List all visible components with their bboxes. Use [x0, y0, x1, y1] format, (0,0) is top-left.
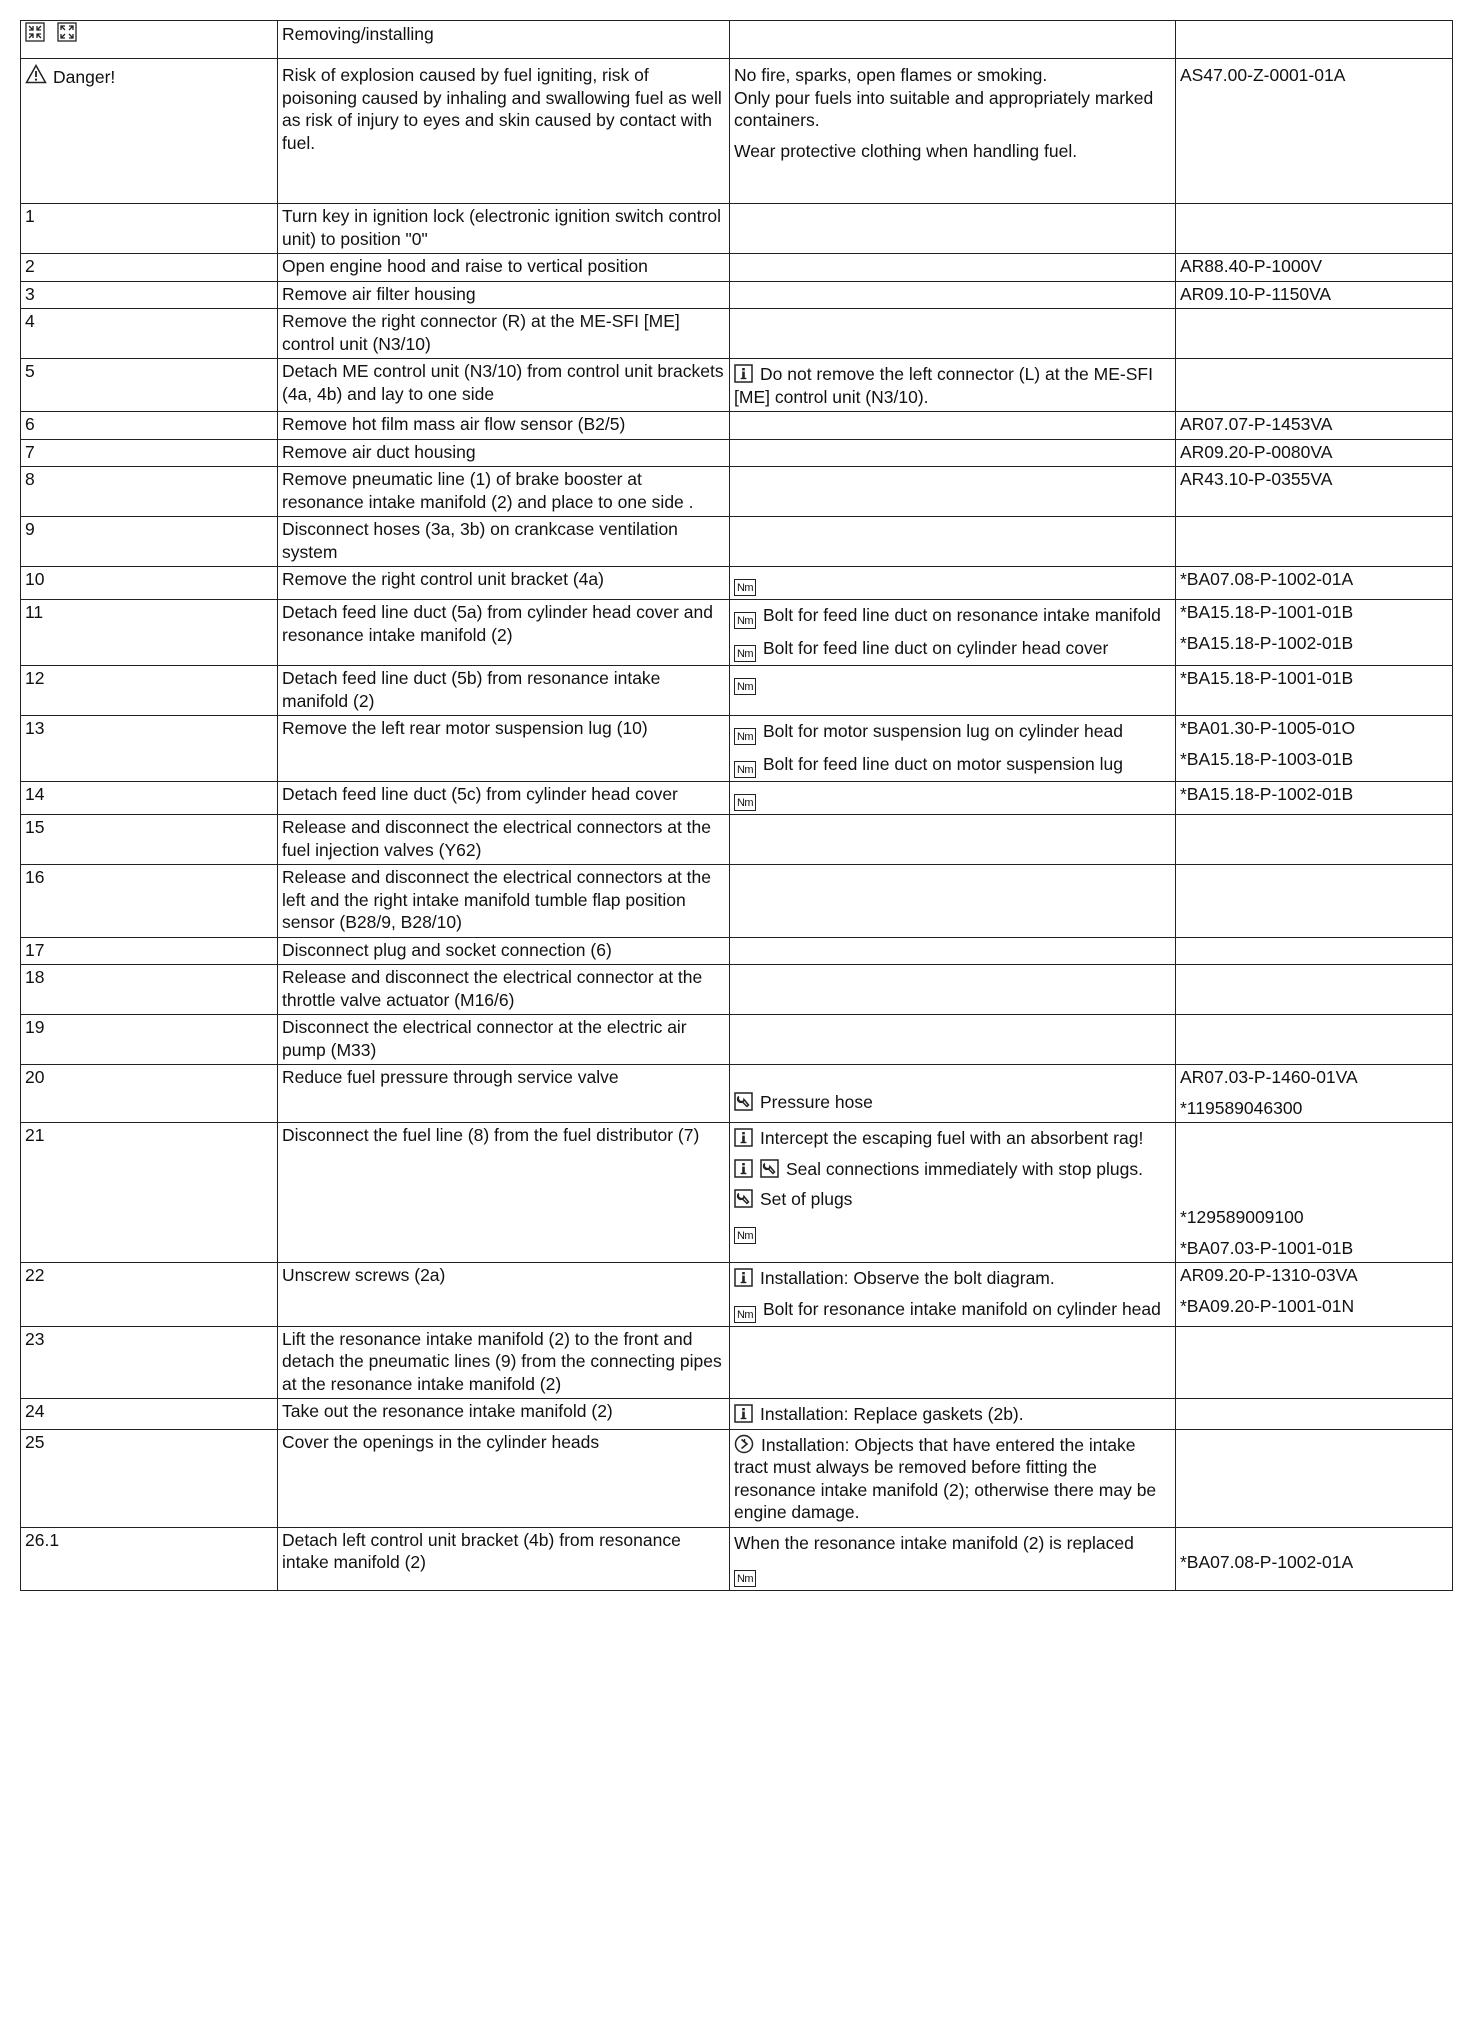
step-note — [734, 1298, 1171, 1323]
danger-ref-link[interactable]: AS47.00-Z-0001-01A — [1180, 65, 1346, 85]
step-number: 10 — [21, 567, 278, 600]
step-number: 24 — [21, 1399, 278, 1430]
danger-measure: No fire, sparks, open flames or smoking. — [734, 65, 1048, 85]
step-row — [21, 716, 1453, 782]
step-note-text: Do not remove the left connector (L) at the ME-SFI [ME] control unit (N3/10). — [734, 364, 1153, 407]
step-row — [21, 517, 1453, 567]
step-notes-cell — [730, 204, 1176, 254]
tool-icon — [734, 1189, 753, 1208]
step-notes-cell — [730, 865, 1176, 938]
step-refs-cell — [1176, 815, 1453, 865]
step-reference-link[interactable]: AR43.10-P-0355VA — [1180, 469, 1333, 489]
step-notes-cell — [730, 1123, 1176, 1263]
info-icon — [734, 1128, 753, 1147]
step-number: 7 — [21, 439, 278, 467]
step-refs-cell — [1176, 1527, 1453, 1591]
step-note-text: Installation: Replace gaskets (2b). — [760, 1404, 1024, 1424]
torque-nm-icon: Nm — [734, 1570, 756, 1587]
step-note-text: Bolt for feed line duct on motor suspension lug — [763, 754, 1123, 774]
step-notes-cell — [730, 1015, 1176, 1065]
step-action: Cover the openings in the cylinder heads — [278, 1429, 730, 1527]
step-number: 1 — [21, 204, 278, 254]
step-action: Remove the right connector (R) at the ME-SFI [ME] control unit (N3/10) — [278, 309, 730, 359]
step-number: 23 — [21, 1326, 278, 1399]
step-note — [734, 637, 1171, 662]
step-note — [734, 1219, 1171, 1244]
step-note — [734, 720, 1171, 745]
step-row — [21, 412, 1453, 440]
step-refs-cell — [1176, 865, 1453, 938]
step-refs-cell — [1176, 1326, 1453, 1399]
step-action: Reduce fuel pressure through service valve — [278, 1065, 730, 1123]
step-action: Remove the left rear motor suspension lug (10) — [278, 716, 730, 782]
spacer — [1180, 1124, 1448, 1146]
step-row — [21, 467, 1453, 517]
step-reference-link[interactable]: *BA01.30-P-1005-01O — [1180, 718, 1356, 738]
step-notes-cell — [730, 965, 1176, 1015]
step-action: Remove the right control unit bracket (4a) — [278, 567, 730, 600]
step-note-text: Pressure hose — [760, 1092, 873, 1112]
step-notes-cell — [730, 1429, 1176, 1527]
step-row — [21, 439, 1453, 467]
step-note — [734, 1434, 1171, 1524]
step-note-text: Bolt for resonance intake manifold on cylinder head — [763, 1298, 1161, 1319]
step-notes-cell — [730, 937, 1176, 965]
step-refs-cell — [1176, 204, 1453, 254]
step-note — [734, 1562, 1171, 1587]
step-number: 25 — [21, 1429, 278, 1527]
step-refs-cell — [1176, 281, 1453, 309]
step-notes-cell — [730, 1527, 1176, 1591]
info-icon — [734, 1268, 753, 1287]
step-row — [21, 865, 1453, 938]
info-icon — [734, 1159, 753, 1178]
step-reference-link[interactable]: *BA15.18-P-1002-01B — [1180, 632, 1354, 653]
step-notes-cell — [730, 666, 1176, 716]
step-reference-link[interactable]: *119589046300 — [1180, 1097, 1303, 1118]
step-action: Remove air filter housing — [278, 281, 730, 309]
step-number: 14 — [21, 782, 278, 815]
step-reference-link[interactable]: *BA15.18-P-1001-01B — [1180, 668, 1354, 688]
info-icon — [734, 1404, 753, 1423]
step-number: 20 — [21, 1065, 278, 1123]
step-action: Detach ME control unit (N3/10) from control unit brackets (4a, 4b) and lay to one side — [278, 359, 730, 412]
step-refs-cell — [1176, 412, 1453, 440]
step-refs-cell — [1176, 309, 1453, 359]
step-refs-cell — [1176, 1015, 1453, 1065]
step-reference-link[interactable]: AR88.40-P-1000V — [1180, 256, 1323, 276]
step-refs-cell — [1176, 1399, 1453, 1430]
header-empty-cell — [730, 21, 1176, 59]
step-number: 11 — [21, 600, 278, 666]
spacer — [1180, 1154, 1448, 1176]
step-row — [21, 1263, 1453, 1327]
step-number: 4 — [21, 309, 278, 359]
step-action: Remove air duct housing — [278, 439, 730, 467]
step-notes-cell — [730, 281, 1176, 309]
step-refs-cell — [1176, 567, 1453, 600]
warning-triangle-icon — [25, 64, 47, 90]
torque-nm-icon: Nm — [734, 761, 756, 778]
step-action: Turn key in ignition lock (electronic ignition switch control unit) to position "0" — [278, 204, 730, 254]
step-row — [21, 965, 1453, 1015]
step-note — [734, 1091, 1171, 1114]
danger-measures-cell — [730, 59, 1176, 204]
step-note — [734, 363, 1171, 408]
collapse-icon[interactable] — [25, 22, 45, 48]
step-action: Disconnect the electrical connector at the electric air pump (M33) — [278, 1015, 730, 1065]
danger-measure: Wear protective clothing when handling fuel. — [734, 140, 1078, 161]
step-action: Release and disconnect the electrical connectors at the left and the right intake manifold tumble flap position sensor (B28/9, B28/10) — [278, 865, 730, 938]
step-action: Disconnect the fuel line (8) from the fuel distributor (7) — [278, 1123, 730, 1263]
spacer — [734, 1066, 1171, 1088]
step-refs-cell — [1176, 937, 1453, 965]
step-notes-cell — [730, 567, 1176, 600]
step-note-text: When the resonance intake manifold (2) is replaced — [734, 1532, 1134, 1553]
step-action: Unscrew screws (2a) — [278, 1263, 730, 1327]
step-note-text: Set of plugs — [760, 1189, 853, 1209]
step-row — [21, 204, 1453, 254]
danger-ref-cell — [1176, 59, 1453, 204]
step-row — [21, 254, 1453, 282]
step-note — [734, 786, 1171, 811]
step-reference-link[interactable]: *BA15.18-P-1002-01B — [1180, 784, 1354, 804]
step-action: Release and disconnect the electrical connectors at the fuel injection valves (Y62) — [278, 815, 730, 865]
caution-icon — [734, 1434, 754, 1454]
step-reference-link[interactable]: *BA09.20-P-1001-01N — [1180, 1295, 1355, 1316]
step-note — [734, 604, 1171, 629]
step-reference-link[interactable]: AR09.20-P-1310-03VA — [1180, 1265, 1358, 1285]
step-number: 18 — [21, 965, 278, 1015]
step-row — [21, 782, 1453, 815]
step-notes-cell — [730, 815, 1176, 865]
step-note — [734, 1188, 1171, 1211]
step-notes-cell — [730, 716, 1176, 782]
step-refs-cell — [1176, 517, 1453, 567]
step-refs-cell — [1176, 359, 1453, 412]
spacer — [1180, 1529, 1448, 1551]
step-note — [734, 1127, 1171, 1150]
torque-nm-icon: Nm — [734, 678, 756, 695]
step-refs-cell — [1176, 1065, 1453, 1123]
procedure-table — [20, 20, 1453, 1591]
step-action: Take out the resonance intake manifold (2) — [278, 1399, 730, 1430]
step-reference-link[interactable]: AR07.07-P-1453VA — [1180, 414, 1333, 434]
step-reference-link[interactable]: AR09.10-P-1150VA — [1180, 283, 1332, 304]
spacer — [1180, 1184, 1448, 1206]
step-row — [21, 600, 1453, 666]
info-icon — [734, 364, 753, 383]
torque-nm-icon: Nm — [734, 645, 756, 662]
step-refs-cell — [1176, 1429, 1453, 1527]
step-number: 26.1 — [21, 1527, 278, 1591]
step-reference-link[interactable]: AR07.03-P-1460-01VA — [1180, 1067, 1358, 1087]
step-notes-cell — [730, 782, 1176, 815]
step-reference-link[interactable]: *BA15.18-P-1003-01B — [1180, 748, 1354, 769]
torque-nm-icon: Nm — [734, 1227, 756, 1244]
step-note-text: Intercept the escaping fuel with an absorbent rag! — [760, 1128, 1144, 1148]
step-note — [734, 1403, 1171, 1426]
step-note — [734, 1158, 1171, 1181]
step-note-text: Bolt for motor suspension lug on cylinder head — [763, 721, 1123, 741]
danger-label-cell — [21, 59, 278, 204]
step-number: 21 — [21, 1123, 278, 1263]
step-number: 8 — [21, 467, 278, 517]
step-note-text: Installation: Objects that have entered the intake tract must always be removed before fitting the resonance intake manifold (2); otherwise there may be engine damage. — [734, 1434, 1157, 1522]
step-action: Detach feed line duct (5a) from cylinder head cover and resonance intake manifold (2) — [278, 600, 730, 666]
step-number: 13 — [21, 716, 278, 782]
step-action: Disconnect hoses (3a, 3b) on crankcase ventilation system — [278, 517, 730, 567]
step-row — [21, 937, 1453, 965]
step-notes-cell — [730, 467, 1176, 517]
step-action: Remove hot film mass air flow sensor (B2/5) — [278, 412, 730, 440]
tool-icon — [760, 1159, 779, 1178]
step-number: 12 — [21, 666, 278, 716]
tool-icon — [734, 1092, 753, 1111]
torque-nm-icon: Nm — [734, 612, 756, 629]
step-notes-cell — [730, 1399, 1176, 1430]
step-row — [21, 1015, 1453, 1065]
step-action: Release and disconnect the electrical connector at the throttle valve actuator (M16/6) — [278, 965, 730, 1015]
step-row — [21, 666, 1453, 716]
step-notes-cell — [730, 600, 1176, 666]
step-number: 6 — [21, 412, 278, 440]
step-note — [734, 571, 1171, 596]
torque-nm-icon: Nm — [734, 794, 756, 811]
step-refs-cell — [1176, 666, 1453, 716]
step-reference-link[interactable]: *BA07.08-P-1002-01A — [1180, 569, 1354, 589]
step-notes-cell — [730, 1065, 1176, 1123]
step-number: 17 — [21, 937, 278, 965]
step-row — [21, 815, 1453, 865]
step-reference-link[interactable]: *129589009100 — [1180, 1207, 1304, 1227]
step-notes-cell — [730, 439, 1176, 467]
step-row — [21, 1399, 1453, 1430]
step-action: Lift the resonance intake manifold (2) to the front and detach the pneumatic lines (9) from the connecting pipes at the resonance intake manifold (2) — [278, 1326, 730, 1399]
danger-risk: Risk of explosion caused by fuel igniting, risk of poisoning caused by inhaling and swallowing fuel as well as risk of injury to eyes and skin caused by contact with fuel. — [278, 59, 730, 204]
step-row — [21, 567, 1453, 600]
step-notes-cell — [730, 1263, 1176, 1327]
step-notes-cell — [730, 254, 1176, 282]
header-icons-cell — [21, 21, 278, 59]
step-row — [21, 309, 1453, 359]
step-refs-cell — [1176, 782, 1453, 815]
step-number: 2 — [21, 254, 278, 282]
step-row — [21, 1326, 1453, 1399]
step-row — [21, 1429, 1453, 1527]
step-notes-cell — [730, 309, 1176, 359]
step-note — [734, 1267, 1171, 1290]
step-note — [734, 670, 1171, 695]
step-refs-cell — [1176, 600, 1453, 666]
step-row — [21, 359, 1453, 412]
step-notes-cell — [730, 359, 1176, 412]
step-refs-cell — [1176, 439, 1453, 467]
expand-icon[interactable] — [57, 22, 77, 48]
header-title: Removing/installing — [278, 21, 730, 59]
step-note-text: Bolt for feed line duct on resonance intake manifold — [763, 605, 1161, 625]
step-action: Disconnect plug and socket connection (6) — [278, 937, 730, 965]
danger-row — [21, 59, 1453, 204]
step-refs-cell — [1176, 467, 1453, 517]
step-note-text: Installation: Observe the bolt diagram. — [760, 1268, 1055, 1288]
step-action: Open engine hood and raise to vertical position — [278, 254, 730, 282]
step-number: 5 — [21, 359, 278, 412]
torque-nm-icon: Nm — [734, 579, 756, 596]
step-reference-link[interactable]: AR09.20-P-0080VA — [1180, 441, 1333, 462]
step-refs-cell — [1176, 1123, 1453, 1263]
step-action: Detach feed line duct (5b) from resonance intake manifold (2) — [278, 666, 730, 716]
step-action: Detach feed line duct (5c) from cylinder head cover — [278, 782, 730, 815]
danger-measure: Only pour fuels into suitable and appropriately marked containers. — [734, 87, 1154, 130]
step-note — [734, 753, 1171, 778]
step-refs-cell — [1176, 716, 1453, 782]
step-refs-cell — [1176, 254, 1453, 282]
header-row — [21, 21, 1453, 59]
step-notes-cell — [730, 412, 1176, 440]
step-refs-cell — [1176, 1263, 1453, 1327]
torque-nm-icon: Nm — [734, 1306, 756, 1323]
step-row — [21, 1065, 1453, 1123]
step-number: 3 — [21, 281, 278, 309]
step-notes-cell — [730, 517, 1176, 567]
header-empty-cell — [1176, 21, 1453, 59]
step-number: 9 — [21, 517, 278, 567]
step-note-text: Bolt for feed line duct on cylinder head cover — [763, 638, 1109, 658]
step-notes-cell — [730, 1326, 1176, 1399]
torque-nm-icon: Nm — [734, 728, 756, 745]
step-note-text: Seal connections immediately with stop plugs. — [786, 1158, 1143, 1179]
danger-label: Danger! — [53, 66, 116, 87]
step-reference-link[interactable]: *BA07.08-P-1002-01A — [1180, 1551, 1354, 1572]
procedure-document — [20, 20, 1452, 1591]
step-reference-link[interactable]: *BA07.03-P-1001-01B — [1180, 1237, 1354, 1258]
step-number: 19 — [21, 1015, 278, 1065]
step-row — [21, 1123, 1453, 1263]
step-number: 16 — [21, 865, 278, 938]
step-row — [21, 281, 1453, 309]
step-refs-cell — [1176, 965, 1453, 1015]
step-number: 15 — [21, 815, 278, 865]
step-action: Detach left control unit bracket (4b) from resonance intake manifold (2) — [278, 1527, 730, 1591]
step-number: 22 — [21, 1263, 278, 1327]
step-note — [734, 1532, 1171, 1555]
step-action: Remove pneumatic line (1) of brake booster at resonance intake manifold (2) and place to one side . — [278, 467, 730, 517]
step-row — [21, 1527, 1453, 1591]
step-reference-link[interactable]: *BA15.18-P-1001-01B — [1180, 602, 1354, 622]
